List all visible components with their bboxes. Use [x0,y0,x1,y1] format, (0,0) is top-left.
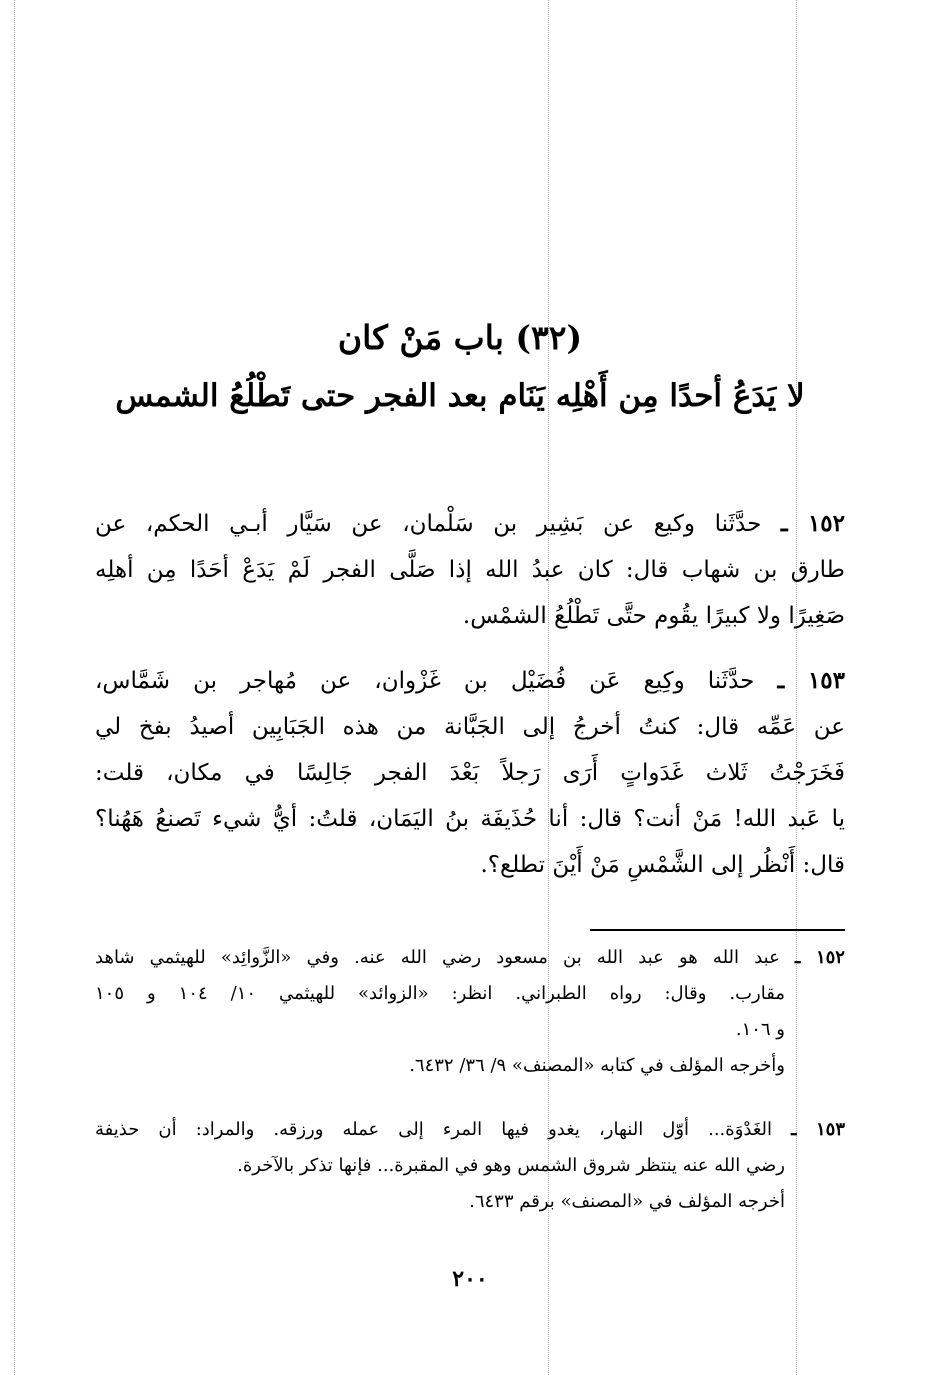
footnote-text: الغَدْوَة... أوّل النهار، يغدو فيها المرء إلى عمله ورزقه. والمراد: أن حذيفة [95,1119,773,1140]
page-number: ٢٠٠ [452,1266,488,1292]
hadith-text: حدَّثَنا وكيع عن بَشِير بن سَلْمان، عن سَيَّار أبـي الحكم، عن [95,511,762,537]
footnote-line: و ١٠٦. [735,1019,785,1040]
footnote-line: أخرجه المؤلف في «المصنف» برقم ٦٤٣٣. [469,1191,785,1212]
hadith-line [95,501,845,547]
footnote-number: ١٥٣ ـ [791,1119,845,1140]
footnote-153 [95,1112,845,1220]
footnote-line: مقارب. وقال: رواه الطبراني. انظر: «الزوائد» للهيثمي ١٠/ ١٠٤ و ١٠٥ [95,983,785,1004]
hadith-line: يا عَبد الله! مَنْ أنت؟ قال: أنا حُذَيفَة بنُ اليَمَان، قلتُ: أيُّ شيء تَصنعُ هَهُنا؟ [95,806,845,832]
chapter-title-line-1: (٣٢) باب مَنْ كان [337,318,583,357]
footnote-separator [590,929,845,931]
footnote-line: رضي الله عنه ينتظر شروق الشمس وهو في المقبرة... فإنها تذكر بالآخرة. [237,1155,785,1176]
footnote-line [95,940,845,976]
chapter-title-line-2: لا يَدَعُ أحدًا مِن أَهْلِه يَنَام بعد الفجر حتى تَطْلُعُ الشمس [115,378,805,414]
hadith-number: ١٥٣ ـ [777,667,846,694]
hadith-line: عن عَمِّه قال: كنتُ أخرجُ إلى الجَبَّانة من هذه الجَبَابِين أصيدُ بفخ لي [95,714,845,740]
hadith-line: صَغِيرًا ولا كبيرًا يقُوم حتَّى تَطْلُعُ الشمْس. [462,603,845,629]
footnote-152 [95,940,845,1084]
hadith-line [95,658,845,704]
footnote-line [95,1112,845,1148]
hadith-line: فَخَرَجْتُ ثَلاث غَدَواتٍ أَرَى رَجلاً بَعْدَ الفجر جَالِسًا في مكان، قلت: [95,760,845,786]
hadith-153 [95,658,845,888]
footnote-line: وأخرجه المؤلف في كتابه «المصنف» ٩/ ٣٦/ ٦٤٣٢. [409,1055,785,1076]
hadith-152 [95,501,845,639]
scan-dotted-line [14,0,15,1375]
footnote-number: ١٥٢ ـ [794,947,845,968]
hadith-line: طارق بن شهاب قال: كان عبدُ الله إذا صَلَّى الفجر لَمْ يَدَعْ أحَدًا مِن أهلِه [95,557,845,583]
hadith-number: ١٥٢ ـ [780,510,846,537]
footnote-text: عبد الله هو عبد الله بن مسعود رضي الله عنه. وفي «الزَّوائِد» للهيثمي شاهد [95,947,780,968]
hadith-line: قال: أَنْظُر إلى الشَّمْسِ مَنْ أَيْنَ تطلع؟. [480,852,845,878]
hadith-text: حدَّثَنا وكِيع عَن فُضَيْل بن غَزْوان، عن مُهاجر بن شَمَّاس، [95,668,755,694]
